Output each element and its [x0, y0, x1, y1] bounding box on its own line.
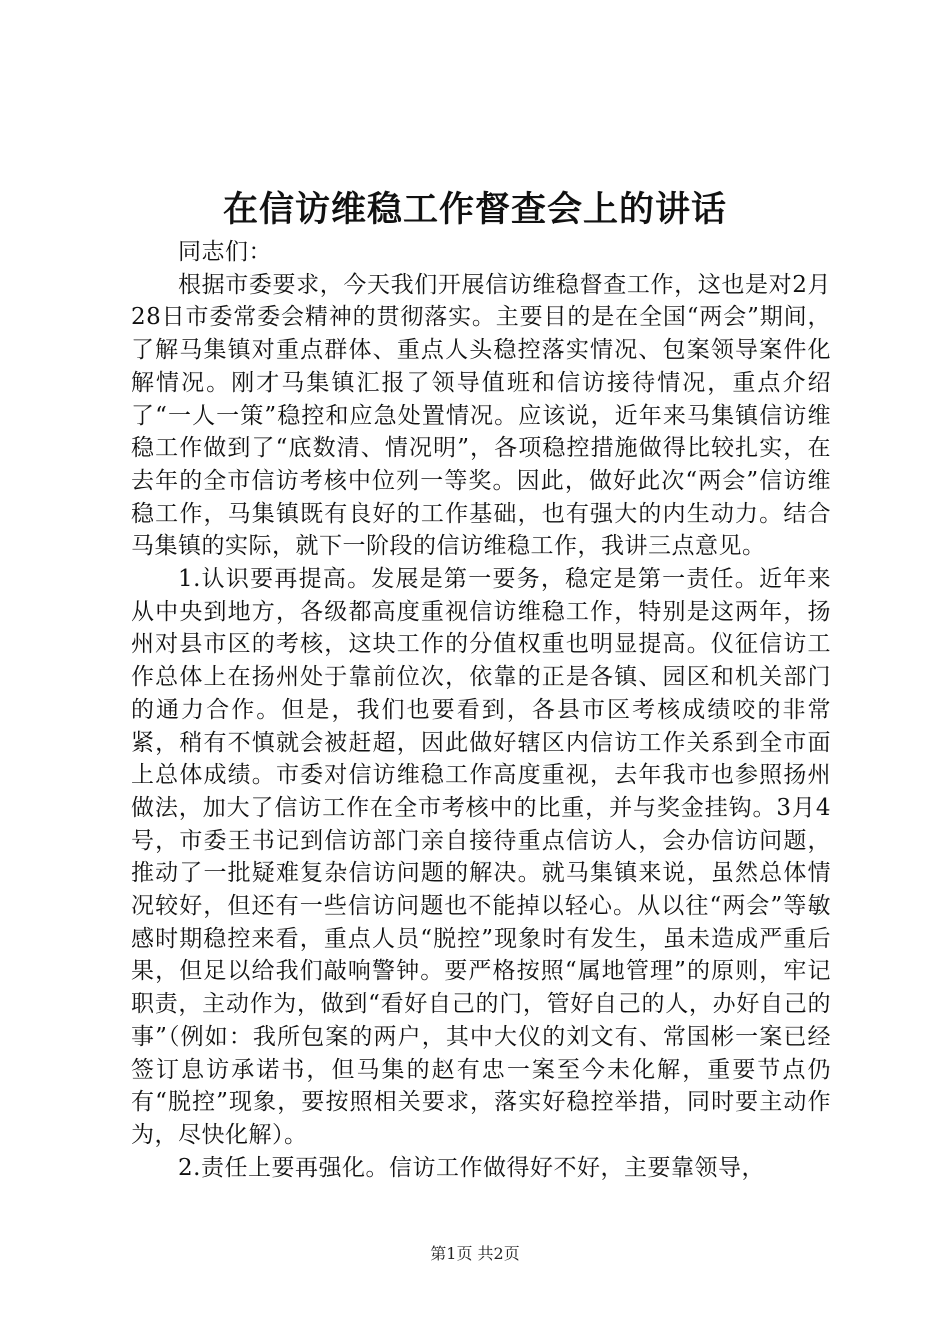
document-body	[131, 236, 831, 1184]
document-title: 在信访维稳工作督查会上的讲话	[222, 189, 727, 230]
intro-paragraph: 根据市委要求，今天我们开展信访维稳督查工作，这也是对2月28日市委常委会精神的贯彻落实。主要目的是在全国“两会”期间，了解马集镇对重点群体、重点人头稳控落实情况、包案领导案件化解情况。刚才马集镇汇报了领导值班和信访接待情况，重点介绍了“一人一策”稳控和应急处置情况。应该说，近年来马集镇信访维稳工作做到了“底数清、情况明”，各项稳控措施做得比较扎实，在去年的全市信访考核中位列一等奖。因此，做好此次“两会”信访维稳工作，马集镇既有良好的工作基础，也有强大的内生动力。结合马集镇的实际，就下一阶段的信访维稳工作，我讲三点意见。	[131, 271, 831, 560]
point-two-paragraph: 2.责任上要再强化。信访工作做得好不好，主要靠领导，	[178, 1154, 765, 1181]
page-number-footer: 第1页 共2页	[430, 1244, 520, 1263]
greeting-paragraph: 同志们：	[178, 239, 272, 265]
point-one-paragraph: 1.认识要再提高。发展是第一要务，稳定是第一责任。近年来从中央到地方，各级都高度重视信访维稳工作，特别是这两年，扬州对县市区的考核，这块工作的分值权重也明显提高。仪征信访工作总体上在扬州处于靠前位次，依靠的正是各镇、园区和机关部门的通力合作。但是，我们也要看到，各县市区考核成绩咬的非常紧，稍有不慎就会被赶超，因此做好辖区内信访工作关系到全市面上总体成绩。市委对信访维稳工作高度重视，去年我市也参照扬州做法，加大了信访工作在全市考核中的比重，并与奖金挂钩。3月4号，市委王书记到信访部门亲自接待重点信访人，会办信访问题，推动了一批疑难复杂信访问题的解决。就马集镇来说，虽然总体情况较好，但还有一些信访问题也不能掉以轻心。从以往“两会”等敏感时期稳控来看，重点人员“脱控”现象时有发生，虽未造成严重后果，但足以给我们敲响警钟。要严格按照“属地管理”的原则，牢记职责，主动作为，做到“看好自己的门，管好自己的人，办好自己的事”（例如：我所包案的两户，其中大仪的刘文有、常国彬一案已经签订息访承诺书，但马集的赵有忠一案至今未化解，重要节点仍有“脱控”现象，要按照相关要求，落实好稳控举措，同时要主动作为，尽快化解）。	[131, 566, 831, 1148]
